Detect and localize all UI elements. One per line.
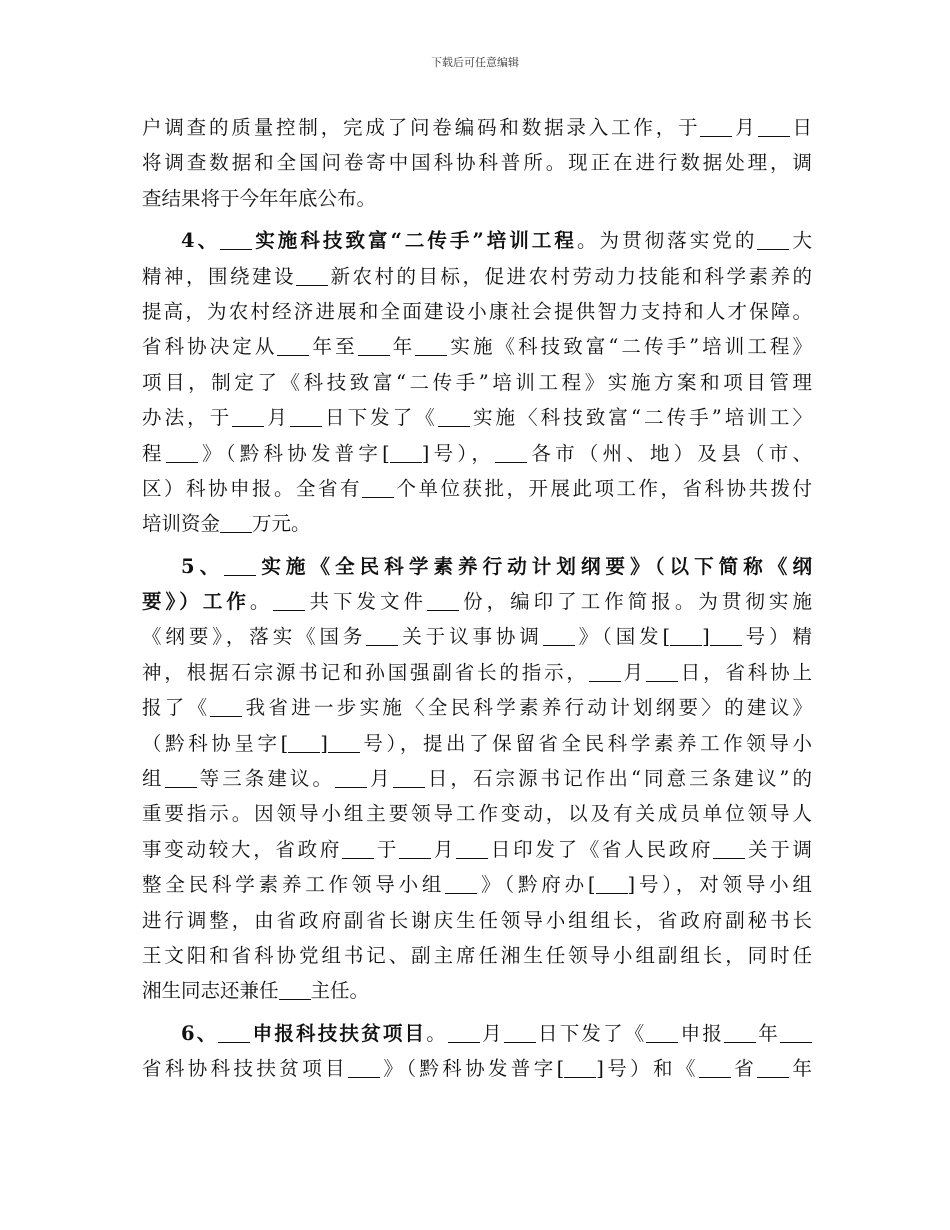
blank-underline [366,627,398,646]
blank-underline [328,734,360,753]
blank-underline [646,663,678,682]
text-line: 进行调整，由省政府副省长谢庆生任领导小组组长，省政府副秘书长 [142,908,812,932]
blank-underline [757,231,789,250]
text-line: 6、 申报科技扶贫项目。 月 日下发了《 申报 年 [142,1016,812,1051]
blank-underline [427,592,459,611]
text-line: 查结果将于今年年底公布。 [142,186,377,210]
blank-underline [589,663,621,682]
blank-underline [232,408,264,427]
blank-underline [757,1059,789,1078]
blank-underline [504,1024,536,1043]
text-line: 要》）工作。 共下发文件 份，编印了工作简报。为贯彻实施 [142,590,812,614]
blank-underline [277,337,309,356]
blank-underline [415,337,447,356]
blank-underline [166,444,198,463]
text-line: 将调查数据和全国问卷寄中国科协科普所。现正在进行数据处理，调 [142,151,812,175]
text-line: 区）科协申报。全省有 个单位获批，开展此项工作，省科协共拨付 [142,476,812,500]
text-line: （黔科协呈字[ ] 号），提出了保留省全民科学素养工作领导小 [142,731,812,755]
blank-underline [220,231,252,250]
blank-underline [780,1024,812,1043]
blank-underline [288,734,320,753]
blank-underline [399,840,431,859]
blank-underline [279,981,311,1000]
blank-underline [758,118,790,137]
blank-underline [710,627,742,646]
blank-underline [342,840,374,859]
blank-underline [335,769,367,788]
blank-underline [670,627,702,646]
text-line: 报了《 我省进一步实施〈全民科学素养行动计划纲要〉的建议》 [142,696,812,720]
blank-underline [210,698,242,717]
text-line: 重要指示。因领导小组主要领导工作变动，以及有关成员单位领导人 [142,802,812,826]
text-line: 省科协决定从 年至 年 实施《科技致富“二传手”培训工程》 [142,335,812,359]
blank-underline [456,840,488,859]
text-line: 程 》（黔科协发普字[ ]号）， 各市（州、地）及县（市、 [142,441,812,465]
blank-underline [495,444,527,463]
blank-underline [220,514,252,533]
blank-underline [646,1024,678,1043]
blank-underline [296,267,328,286]
text-line: 提高，为农村经济进展和全面建设小康社会提供智力支持和人才保障。 [142,299,812,323]
text-line: 5、 实施《全民科学素养行动计划纲要》（以下简称《纲 [181,554,812,578]
blank-underline [273,592,305,611]
blank-underline [358,337,390,356]
blank-underline [362,479,394,498]
blank-underline [699,1059,731,1078]
blank-underline [393,769,425,788]
text-line: 事变动较大，省政府 于 月 日印发了《省人民政府 关于调 [142,837,812,861]
document-body [142,110,812,1087]
blank-underline [218,1024,250,1043]
blank-underline [596,875,628,894]
blank-underline [724,1024,756,1043]
text-line: 《纲要》，落实《国务 关于议事协调 》（国发[ ] 号）精 [142,625,812,649]
text-line: 省科协科技扶贫项目 》（黔科协发普字[ ]号）和《 省 年 [142,1057,812,1081]
blank-underline [290,408,322,427]
blank-underline [448,1024,480,1043]
page-header: 下载后可任意编辑 [431,56,519,69]
text-line: 精神，围绕建设 新农村的目标，促进农村劳动力技能和科学素养的 [142,264,812,288]
blank-underline [543,627,575,646]
text-line: 4、 实施科技致富“二传手”培训工程。为贯彻落实党的 大 [181,229,812,253]
text-line: 整全民科学素养工作领导小组 》（黔府办[ ]号），对领导小组 [142,873,813,897]
blank-underline [445,875,477,894]
text-line: 培训资金 万元。 [142,512,311,536]
blank-underline [348,1059,380,1078]
text-line: 项目，制定了《科技致富“二传手”培训工程》实施方案和项目管理 [142,370,812,394]
blank-underline [700,118,732,137]
text-line: 湘生同志还兼任 主任。 [142,979,370,1003]
text-line: 王文阳和省科协党组书记、副主席任湘生任领导小组副组长，同时任 [142,943,812,967]
blank-underline [713,840,745,859]
text-line: 组 等三条建议。 月 日，石宗源书记作出“同意三条建议”的 [142,767,812,791]
blank-underline [564,1059,596,1078]
text-line: 户调查的质量控制，完成了问卷编码和数据录入工作，于 月 日 [142,116,812,139]
blank-underline [390,444,422,463]
blank-underline [165,769,197,788]
text-line: 办法，于 月 日下发了《 实施〈科技致富“二传手”培训工〉 [142,406,812,430]
blank-underline [224,557,256,576]
text-line: 神，根据石宗源书记和孙国强副省长的指示， 月 日，省科协上 [142,660,812,684]
blank-underline [438,408,470,427]
